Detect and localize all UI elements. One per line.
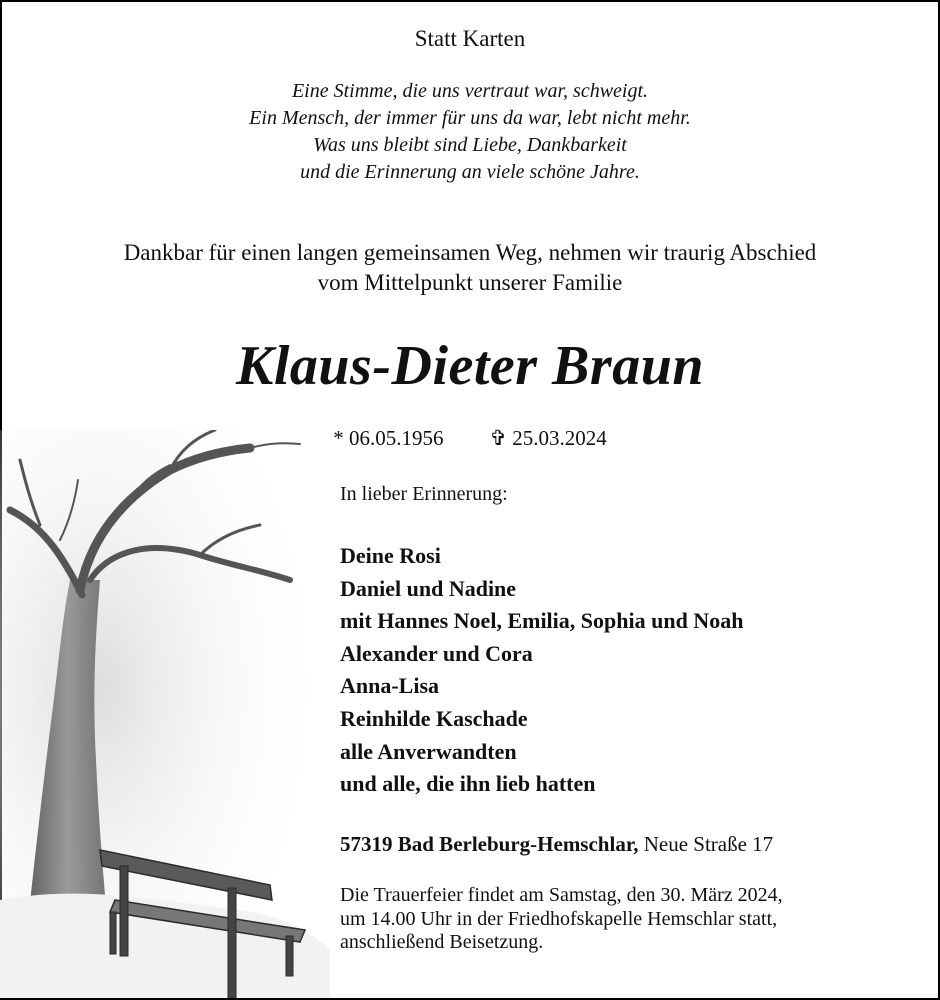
- family-member: alle Anverwandten: [340, 738, 517, 764]
- funeral-line: anschließend Beisetzung.: [340, 931, 544, 953]
- intro-line: Dankbar für einen langen gemeinsamen Weg, nehmen wir traurig Abschied: [123, 240, 817, 265]
- family-member: Alexander und Cora: [340, 640, 533, 666]
- poem: [0, 78, 940, 186]
- death-date: ✞ 25.03.2024: [489, 426, 607, 450]
- family-list: [340, 540, 920, 801]
- poem-line: Ein Mensch, der immer für uns da war, lebt nicht mehr.: [249, 107, 691, 129]
- family-member: mit Hannes Noel, Emilia, Sophia und Noah: [340, 608, 744, 634]
- birth-date: * 06.05.1956: [333, 426, 444, 450]
- poem-line: und die Erinnerung an viele schöne Jahre.: [300, 161, 640, 183]
- address-city: 57319 Bad Berleburg-Hemschlar,: [340, 832, 639, 856]
- family-member: Anna-Lisa: [340, 673, 440, 699]
- address: [340, 832, 920, 857]
- funeral-info: [340, 884, 920, 955]
- life-dates: [0, 426, 940, 451]
- intro-text: [0, 238, 940, 298]
- family-member: und alle, die ihn lieb hatten: [340, 771, 596, 797]
- deceased-name: Klaus-Dieter Braun: [236, 335, 704, 397]
- family-member: Deine Rosi: [340, 543, 441, 568]
- family-member: Reinhilde Kaschade: [340, 705, 528, 731]
- header-label: Statt Karten: [414, 26, 526, 51]
- poem-line: Was uns bleibt sind Liebe, Dankbarkeit: [313, 134, 627, 156]
- poem-line: Eine Stimme, die uns vertraut war, schweigt.: [291, 80, 649, 102]
- family-member: Daniel und Nadine: [340, 575, 517, 601]
- remembrance-label: In lieber Erinnerung:: [340, 483, 508, 505]
- funeral-line: Die Trauerfeier findet am Samstag, den 30. März 2024,: [340, 884, 783, 906]
- address-street: Neue Straße 17: [643, 832, 774, 856]
- intro-line: vom Mittelpunkt unserer Familie: [317, 270, 623, 295]
- funeral-line: um 14.00 Uhr in der Friedhofskapelle Hemschlar statt,: [340, 907, 778, 930]
